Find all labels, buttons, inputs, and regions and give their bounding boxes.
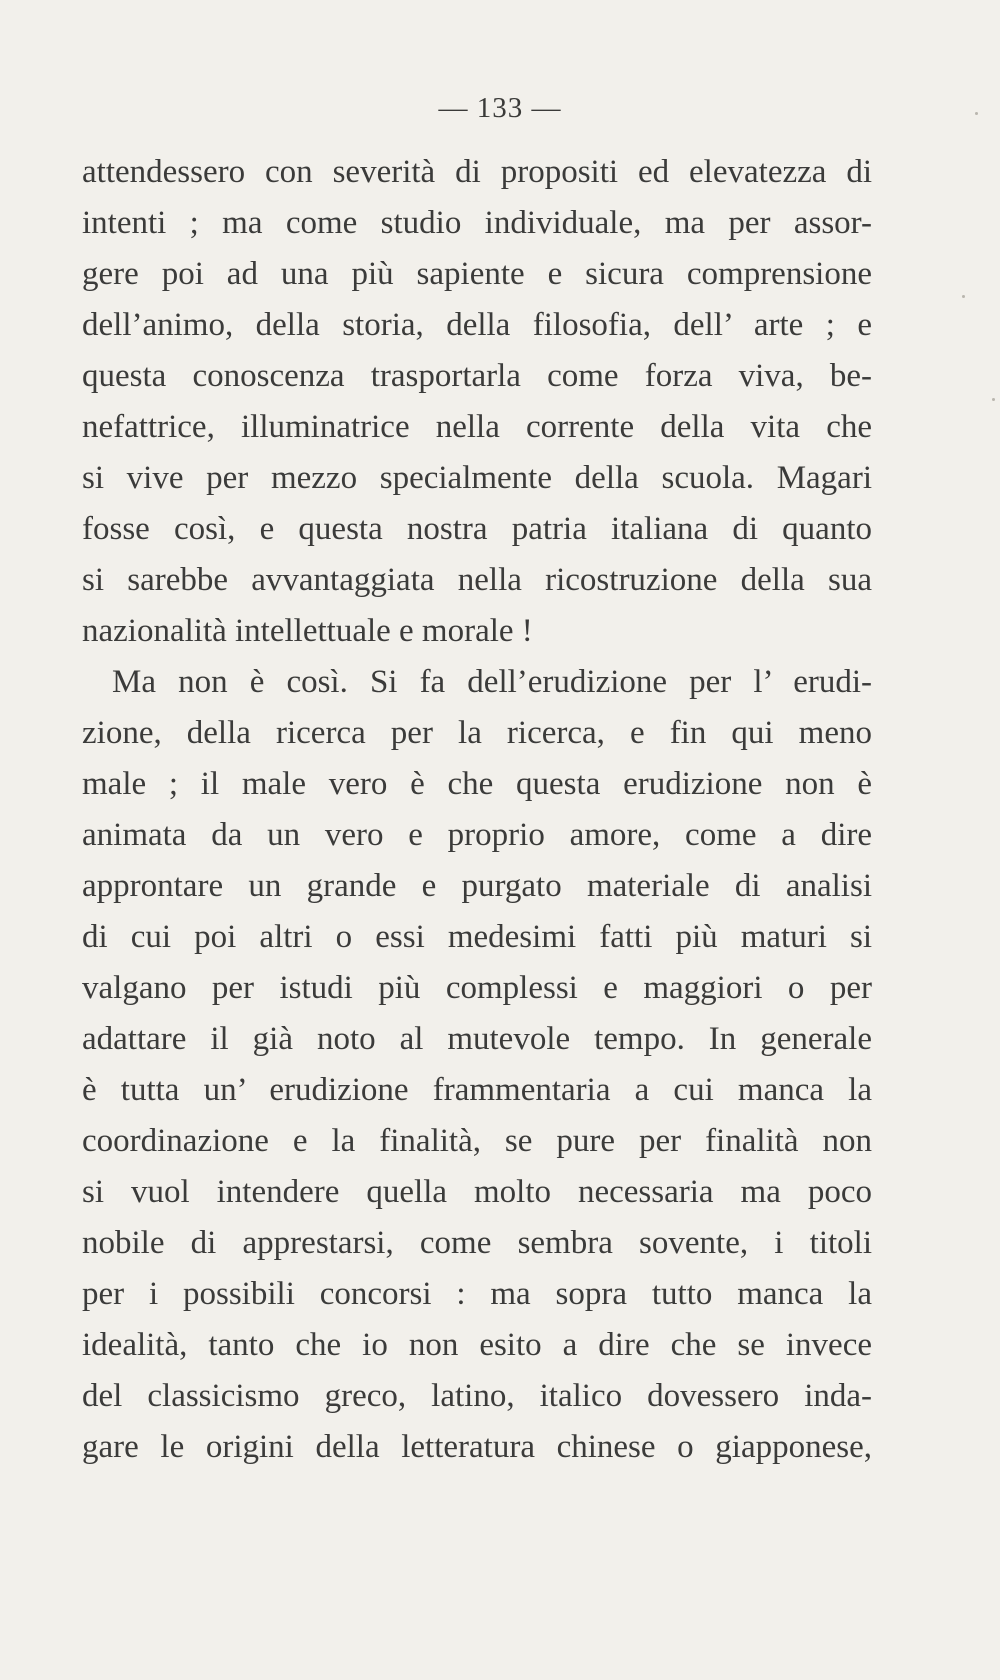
text-line: male ; il male vero è che questa erudizione non è — [82, 766, 872, 802]
text-line: animata da un vero e proprio amore, come a dire — [82, 817, 872, 853]
text-line: è tutta un’ erudizione frammentaria a cui manca la — [82, 1072, 872, 1108]
body-text — [82, 147, 872, 1473]
text-line: questa conoscenza trasportarla come forza viva, be- — [82, 358, 872, 394]
paper-speck — [962, 295, 965, 298]
text-line: valgano per istudi più complessi e maggiori o per — [82, 970, 872, 1006]
text-line: adattare il già noto al mutevole tempo. In generale — [82, 1021, 872, 1057]
paper-speck — [992, 398, 995, 401]
text-line: nefattrice, illuminatrice nella corrente della vita che — [82, 409, 872, 445]
text-line: nobile di apprestarsi, come sembra sovente, i titoli — [82, 1225, 872, 1261]
paragraph-end-line: nazionalità intellettuale e morale ! — [82, 613, 533, 649]
text-line: gare le origini della letteratura chinese o giapponese, — [82, 1429, 872, 1465]
text-line: di cui poi altri o essi medesimi fatti più maturi si — [82, 919, 872, 955]
text-line: si vuol intendere quella molto necessaria ma poco — [82, 1174, 872, 1210]
text-line: per i possibili concorsi : ma sopra tutto manca la — [82, 1276, 872, 1312]
paper-speck — [975, 112, 978, 115]
text-line: si vive per mezzo specialmente della scuola. Magari — [82, 460, 872, 496]
text-line: approntare un grande e purgato materiale di analisi — [82, 868, 872, 904]
text-line: dell’animo, della storia, della filosofia, dell’ arte ; e — [82, 307, 872, 343]
text-line: coordinazione e la finalità, se pure per finalità non — [82, 1123, 872, 1159]
page-number: — 133 — — [438, 92, 562, 124]
text-line: si sarebbe avvantaggiata nella ricostruzione della sua — [82, 562, 872, 598]
text-line: attendessero con severità di propositi ed elevatezza di — [82, 154, 872, 190]
text-line: idealità, tanto che io non esito a dire che se invece — [82, 1327, 872, 1363]
paragraph-start-line: Ma non è così. Si fa dell’erudizione per l’ erudi- — [112, 664, 872, 700]
text-line: fosse così, e questa nostra patria italiana di quanto — [82, 511, 872, 547]
text-line: gere poi ad una più sapiente e sicura comprensione — [82, 256, 872, 292]
text-line: intenti ; ma come studio individuale, ma per assor- — [82, 205, 872, 241]
text-line: del classicismo greco, latino, italico dovessero inda- — [82, 1378, 872, 1414]
text-line: zione, della ricerca per la ricerca, e fin qui meno — [82, 715, 872, 751]
